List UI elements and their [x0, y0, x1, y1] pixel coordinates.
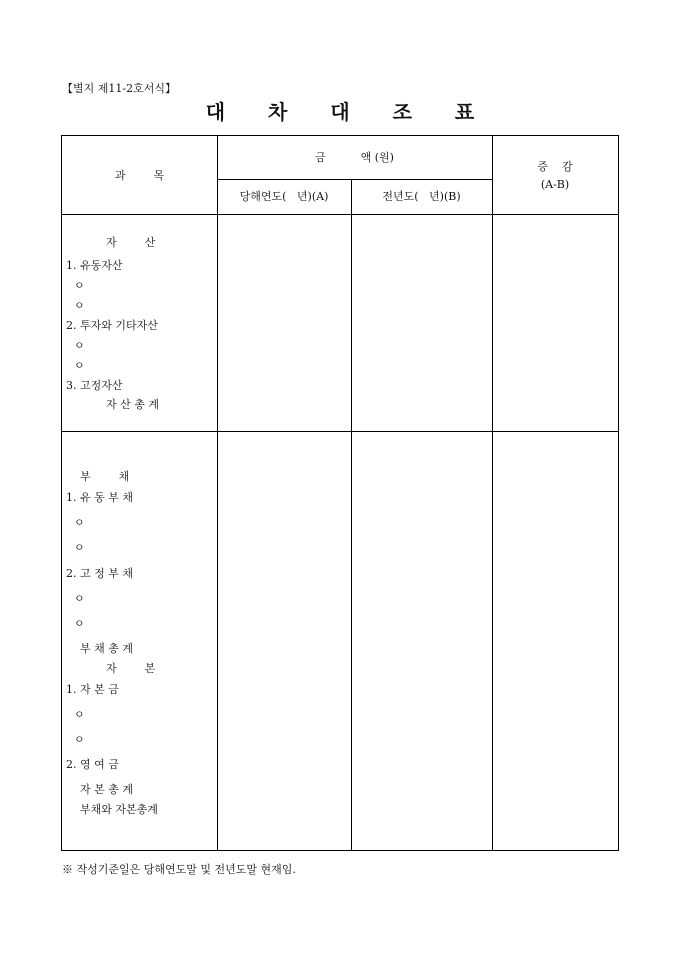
asset-item: ㅇ	[74, 299, 85, 312]
capital-item: ㅇ	[74, 708, 85, 721]
asset-item: 1. 유동자산	[66, 259, 123, 272]
capital-item: 2. 영 여 금	[66, 758, 119, 771]
liabilities-heading: 부 채	[80, 470, 130, 483]
change-formula-header: (A-B)	[540, 178, 570, 191]
subject-header: 과 목	[114, 169, 165, 182]
form-code-label: 【별지 제11-2호서식】	[62, 82, 176, 95]
liability-item: ㅇ	[74, 592, 85, 605]
column-divider-current	[351, 179, 352, 850]
column-divider-change	[492, 136, 493, 850]
header-subdivider	[217, 179, 492, 180]
liability-item: 2. 고 정 부 채	[66, 567, 133, 580]
liability-item: ㅇ	[74, 617, 85, 630]
current-year-header: 당해연도( 년)(A)	[239, 190, 329, 203]
assets-total: 자 산 총 계	[106, 398, 159, 411]
previous-year-header: 전년도( 년)(B)	[382, 190, 461, 203]
amount-header: 금 액 (원)	[315, 151, 394, 164]
change-header: 증 감	[537, 160, 573, 173]
asset-item: 2. 투자와 기타자산	[66, 319, 158, 332]
assets-heading: 자 산	[106, 236, 156, 249]
liability-item: ㅇ	[74, 516, 85, 529]
assets-section-bottom-line	[62, 431, 618, 432]
asset-item: ㅇ	[74, 279, 85, 292]
liability-item: 1. 유 동 부 채	[66, 491, 133, 504]
capital-heading: 자 본	[106, 662, 156, 675]
header-bottom-line	[62, 214, 618, 215]
asset-item: ㅇ	[74, 359, 85, 372]
capital-item: ㅇ	[74, 733, 85, 746]
asset-item: ㅇ	[74, 339, 85, 352]
balance-sheet-table	[61, 135, 619, 851]
capital-total: 자 본 총 계	[80, 783, 133, 796]
document-title: 대 차 대 조 표	[205, 100, 493, 124]
liability-item: ㅇ	[74, 541, 85, 554]
capital-item: 1. 자 본 금	[66, 683, 119, 696]
liabilities-and-capital-total: 부채와 자본총계	[80, 803, 158, 816]
asset-item: 3. 고정자산	[66, 379, 123, 392]
column-divider-subject	[217, 136, 218, 850]
liabilities-total: 부 채 총 계	[80, 642, 133, 655]
footnote: ※ 작성기준일은 당해연도말 및 전년도말 현재임.	[62, 863, 296, 876]
